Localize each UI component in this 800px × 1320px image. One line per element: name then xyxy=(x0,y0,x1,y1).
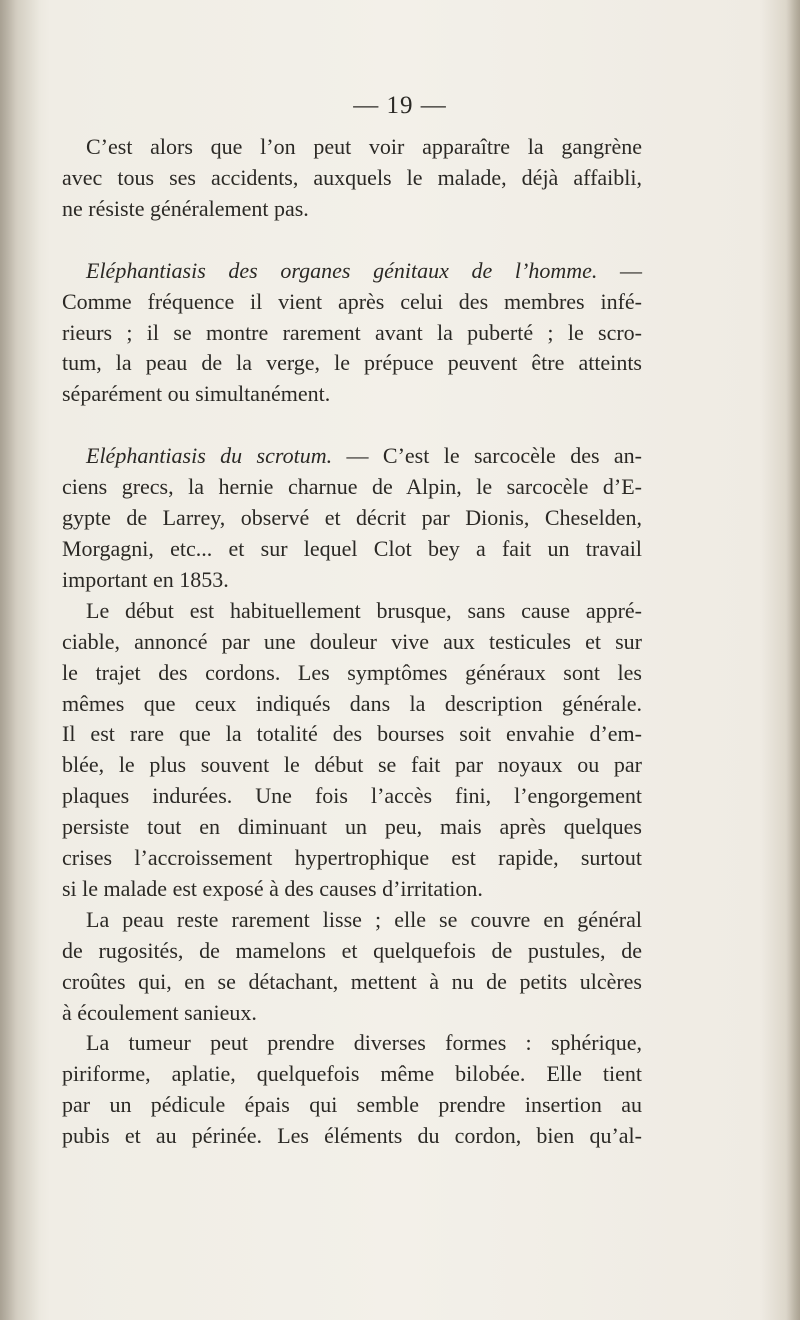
text-line: si le malade est exposé à des causes d’irritation. xyxy=(62,875,483,901)
page-binding-shadow xyxy=(0,0,40,1320)
text-line: tum, la peau de la verge, le prépuce peuvent être atteints xyxy=(62,350,642,376)
text-line: La tumeur peut prendre diverses formes : sphérique, xyxy=(86,1030,642,1056)
body-text xyxy=(62,132,642,1152)
text-line: pubis et au périnée. Les éléments du cordon, bien qu’al- xyxy=(62,1123,642,1149)
heading-tail: — C’est le sarcocèle des an- xyxy=(332,443,642,469)
text-line: ciens grecs, la hernie charnue de Alpin, le sarcocèle d’E- xyxy=(62,474,642,500)
text-line: gypte de Larrey, observé et décrit par Dionis, Cheselden, xyxy=(62,505,642,531)
text-line: séparément ou simultanément. xyxy=(62,381,331,407)
text-line: ciable, annoncé par une douleur vive aux testicules et sur xyxy=(62,628,642,654)
page-edge-shadow xyxy=(786,0,800,1320)
page-number: — 19 — xyxy=(353,92,447,119)
text-line: persiste tout en diminuant un peu, mais après quelques xyxy=(62,814,642,840)
text-line: ne résiste généralement pas. xyxy=(62,195,309,221)
text-line: Il est rare que la totalité des bourses soit envahie d’em- xyxy=(62,721,642,747)
text-line: le trajet des cordons. Les symptômes généraux sont les xyxy=(62,659,642,685)
text-line: crises l’accroissement hypertrophique est rapide, surtout xyxy=(62,845,642,871)
text-line: Morgagni, etc... et sur lequel Clot bey a fait un travail xyxy=(62,535,642,561)
text-line: blée, le plus souvent le début se fait par noyaux ou par xyxy=(62,752,642,778)
text-line: plaques indurées. Une fois l’accès fini, l’engorgement xyxy=(62,783,642,809)
text-line: Comme fréquence il vient après celui des membres infé- xyxy=(62,288,642,314)
text-line: mêmes que ceux indiqués dans la description générale. xyxy=(62,690,642,716)
text-line: rieurs ; il se montre rarement avant la puberté ; le scro- xyxy=(62,319,642,345)
text-line: croûtes qui, en se détachant, mettent à nu de petits ulcères xyxy=(62,968,642,994)
section-heading: Eléphantiasis des organes génitaux de l’homme. xyxy=(86,257,598,283)
text-line: piriforme, aplatie, quelquefois même bilobée. Elle tient xyxy=(62,1061,642,1087)
section-heading: Eléphantiasis du scrotum. xyxy=(86,443,333,469)
section-heading-line xyxy=(62,256,642,287)
text-line: par un pédicule épais qui semble prendre insertion au xyxy=(62,1092,642,1118)
text-line: important en 1853. xyxy=(62,566,229,592)
text-line: Le début est habituellement brusque, sans cause appré- xyxy=(86,597,642,623)
text-line: de rugosités, de mamelons et quelquefois de pustules, de xyxy=(62,937,642,963)
text-line: à écoulement sanieux. xyxy=(62,999,257,1025)
text-line: avec tous ses accidents, auxquels le malade, déjà affaibli, xyxy=(62,164,642,190)
section-heading-line xyxy=(62,441,642,472)
heading-tail: — xyxy=(597,257,643,283)
text-line: C’est alors que l’on peut voir apparaître la gangrène xyxy=(86,134,642,159)
text-line: La peau reste rarement lisse ; elle se couvre en général xyxy=(86,906,642,932)
